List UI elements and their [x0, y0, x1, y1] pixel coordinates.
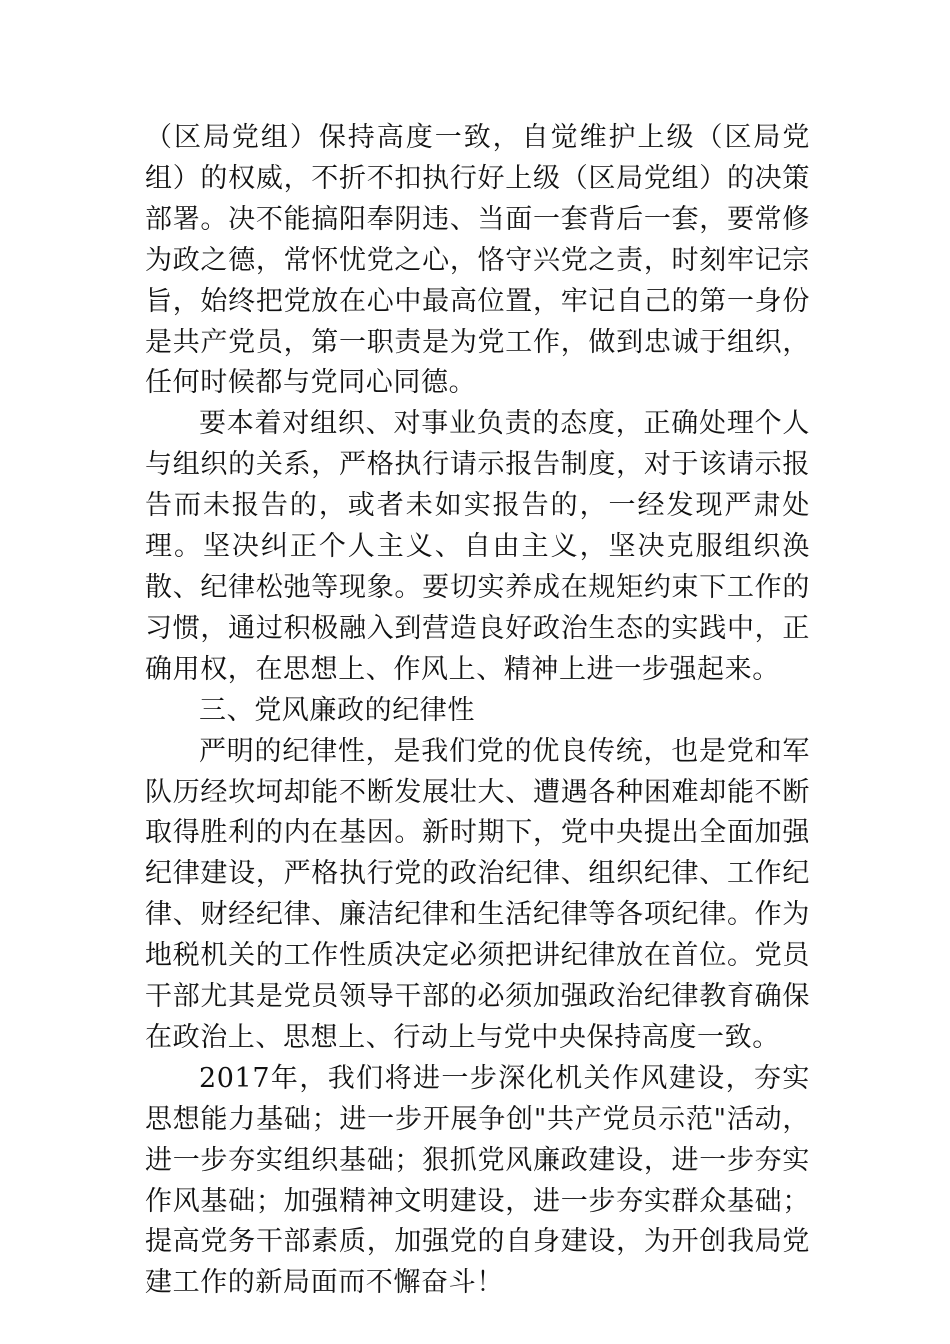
paragraph-2017-plan: 2017年，我们将进一步深化机关作风建设，夯实思想能力基础；进一步开展争创"共产党员示范"活动，进一步夯实组织基础；狠抓党风廉政建设，进一步夯实作风基础；加强精神文明建设，进一步夯实群众基础；提高党务干部素质，加强党的自身建设，为开创我局党建工作的新局面而不懈奋斗！: [145, 1062, 810, 1299]
paragraph-organization-relations: 要本着对组织、对事业负责的态度，正确处理个人与组织的关系，严格执行请示报告制度，对于该请示报告而未报告的，或者未如实报告的，一经发现严肃处理。坚决纠正个人主义、自由主义，坚决克服组织涣散、纪律松弛等现象。要切实养成在规矩约束下工作的习惯，通过积极融入到营造良好政治生态的实践中，正确用权，在思想上、作风上、精神上进一步强起来。: [145, 408, 810, 685]
document-page: [145, 118, 810, 1304]
paragraph-discipline: 严明的纪律性，是我们党的优良传统，也是党和军队历经坎坷却能不断发展壮大、遭遇各种困难却能不断取得胜利的内在基因。新时期下，党中央提出全面加强纪律建设，严格执行党的政治纪律、组织纪律、工作纪律、财经纪律、廉洁纪律和生活纪律等各项纪律。作为地税机关的工作性质决定必须把讲纪律放在首位。党员干部尤其是党员领导干部的必须加强政治纪律教育确保在政治上、思想上、行动上与党中央保持高度一致。: [145, 735, 810, 1053]
section-heading-discipline: 三、党风廉政的纪律性: [199, 694, 475, 726]
paragraph-continuation: （区局党组）保持高度一致，自觉维护上级（区局党组）的权威，不折不扣执行好上级（区局党组）的决策部署。决不能搞阳奉阴违、当面一套背后一套，要常修为政之德，常怀忧党之心，恪守兴党之责，时刻牢记宗旨，始终把党放在心中最高位置，牢记自己的第一身份是共产党员，第一职责是为党工作，做到忠诚于组织，任何时候都与党同心同德。: [145, 122, 810, 399]
